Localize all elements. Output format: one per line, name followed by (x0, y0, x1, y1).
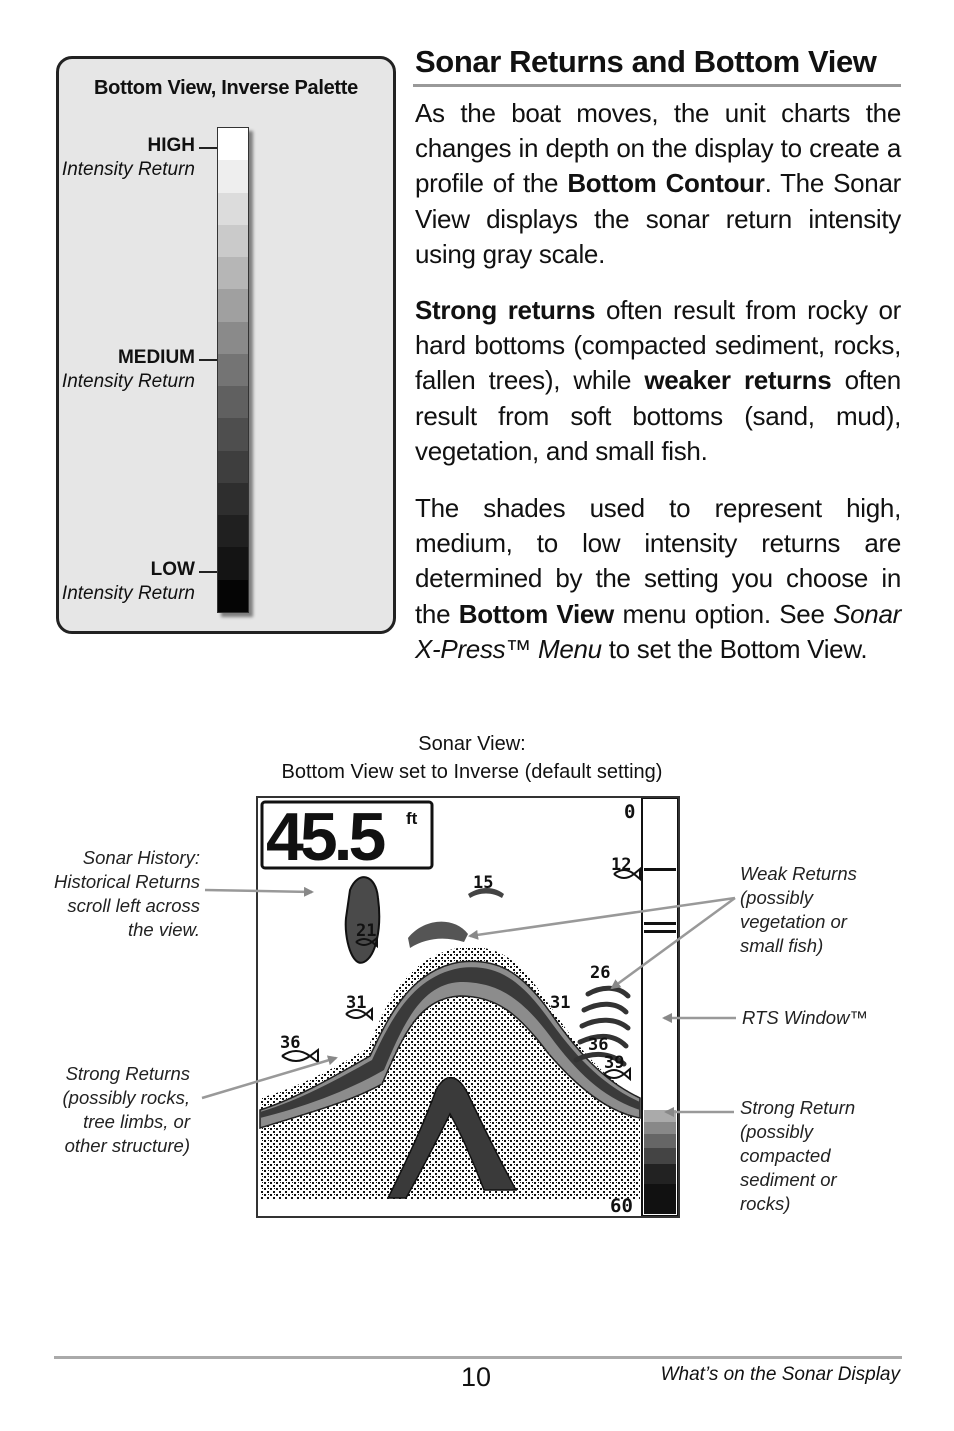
high-label: HIGH (147, 135, 195, 156)
fish-depth-label: 31 (346, 993, 367, 1013)
callout-rts-window: RTS Window™ (742, 1007, 868, 1028)
low-intensity-label: Intensity Return (61, 583, 195, 604)
fish-depth-label: 36 (588, 1035, 609, 1055)
fish-depth-label: 26 (590, 963, 611, 983)
arrow-weak-returns-2 (612, 898, 735, 988)
medium-intensity-label: Intensity Return (61, 371, 195, 392)
callout-weak-returns: Weak Returns (possibly vegetation or small fish) (740, 863, 857, 956)
arrow-weak-returns-1 (470, 898, 735, 936)
depth-scale-top: 0 (624, 801, 636, 823)
callout-strong-return: Strong Return (possibly compacted sediment or rocks) (740, 1097, 856, 1214)
low-label: LOW (150, 559, 195, 580)
fish-depth-label: 39 (604, 1053, 625, 1073)
sonar-xpress-menu-reference: Sonar X-Press™ Menu (415, 598, 901, 664)
callout-sonar-history: Sonar History: Historical Returns scroll left across the view. (54, 847, 200, 940)
arrow-strong-returns (202, 1058, 336, 1098)
arrow-sonar-history (205, 890, 312, 892)
footer-divider (54, 1356, 902, 1359)
depth-readout: 45.5 (266, 799, 383, 875)
page-number: 10 (460, 1362, 492, 1392)
depth-unit: ft (406, 809, 418, 828)
depth-scale-bottom: 60 (610, 1195, 633, 1216)
palette-title: Bottom View, Inverse Palette (94, 77, 358, 99)
section-title: Sonar Returns and Bottom View (415, 44, 877, 79)
figure-caption-line-1: Sonar View: (418, 733, 526, 755)
fish-depth-label: 36 (280, 1033, 301, 1053)
paragraph-bottom-view-setting: The shades used to represent high, medium, to low intensity returns are determined by the setting you choose in the Bottom View menu option. See Sonar X-Press™ Menu to set the Bottom View. (415, 493, 901, 664)
paragraph-strong-weak-returns: Strong returns often result from rocky or hard bottoms (compacted sediment, rocks, fallen trees), while weaker returns often result from soft bottoms (sand, mud), vegetation, and small fish. (415, 295, 901, 466)
fish-depth-label: 15 (473, 873, 494, 893)
callout-strong-returns: Strong Returns (possibly rocks, tree limbs, or other structure) (62, 1063, 190, 1156)
footer-section-name: What’s on the Sonar Display (660, 1364, 900, 1385)
figure-caption-line-2: Bottom View set to Inverse (default setting) (281, 761, 663, 783)
paragraph-bottom-contour: As the boat moves, the unit charts the changes in depth on the display to create a profile of the Bottom Contour. The Sonar View displays the sonar return intensity using gray scale. (415, 98, 901, 269)
medium-label: MEDIUM (117, 347, 195, 368)
fish-depth-label: 31 (550, 993, 571, 1013)
fish-depth-label: 12 (611, 855, 632, 875)
high-intensity-label: Intensity Return (61, 159, 195, 180)
fish-depth-label: 21 (356, 921, 377, 941)
